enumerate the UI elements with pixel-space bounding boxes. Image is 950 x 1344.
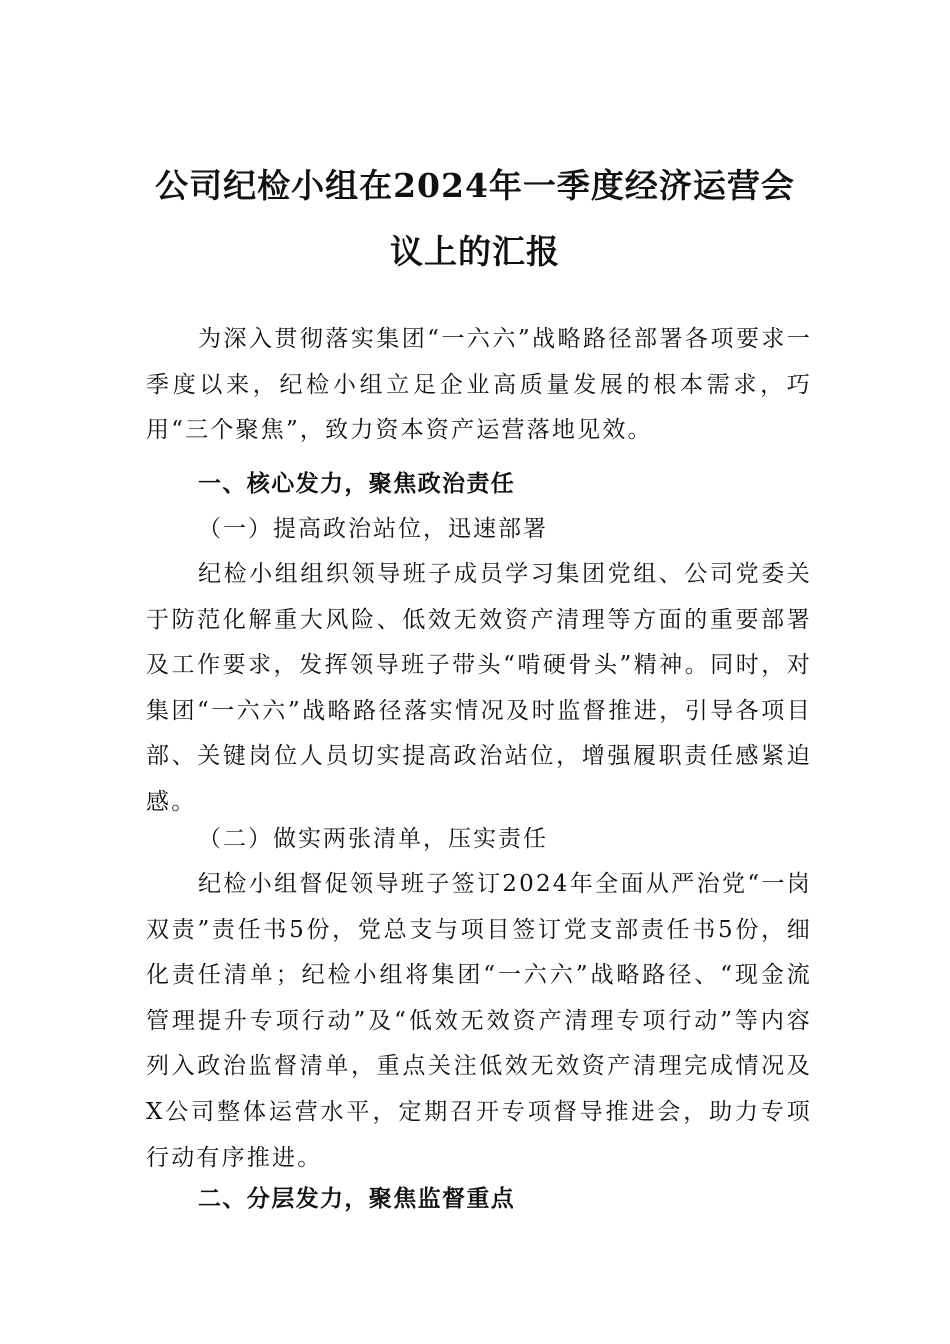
section-2-heading: 二、分层发力，聚焦监督重点 [198,1186,516,1212]
intro-paragraph: 为深入贯彻落实集团“一六六”战略路径部署各项要求一季度以来，纪检小组立足企业高质量发展的根本需求，巧用“三个聚焦”，致力资本资产运营落地见效。 [146,326,812,444]
section-1-heading: 一、核心发力，聚焦政治责任 [198,471,516,497]
section-1-sub-2-paragraph: 纪检小组督促领导班子签订2024年全面从严治党“一岗双责”责任书5份，党总支与项目签订党支部责任书5份，细化责任清单；纪检小组将集团“一六六”战略路径、“现金流管理提升专项行动”及“低效无效资产清理专项行动”等内容列入政治监督清单，重点关注低效无效资产清理完成情况及X公司整体运营水平，定期召开专项督导推进会，助力专项行动有序推进。 [146,871,812,1171]
section-1-sub-1-paragraph: 纪检小组组织领导班子成员学习集团党组、公司党委关于防范化解重大风险、低效无效资产清理等方面的重要部署及工作要求，发挥领导班子带头“啃硬骨头”精神。同时，对集团“一六六”战略路径落实情况及时监督推进，引导各项目部、关键岗位人员切实提高政治站位，增强履职责任感紧迫感。 [146,561,812,815]
document-title-line-1: 公司纪检小组在2024年一季度经济运营会 [155,166,795,205]
section-1-subheading-1: （一）提高政治站位，迅速部署 [198,516,548,542]
document-title-line-2: 议上的汇报 [390,232,560,271]
section-1-subheading-2: （二）做实两张清单，压实责任 [198,826,548,852]
